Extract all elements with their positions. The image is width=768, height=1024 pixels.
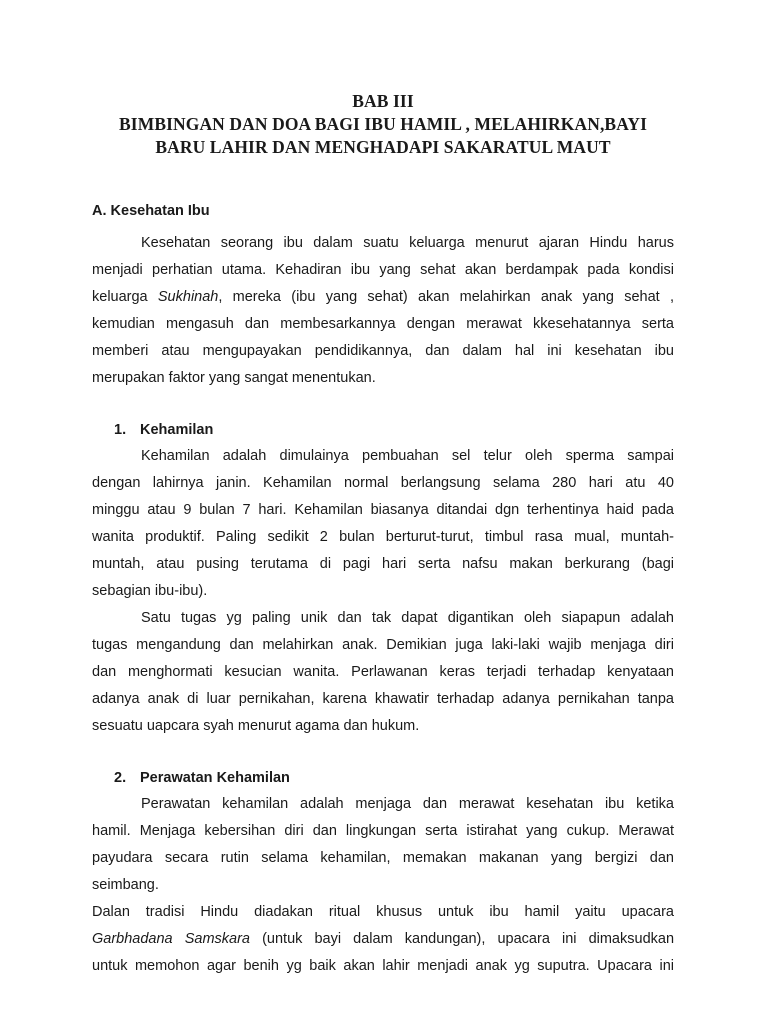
text-fragment: , mereka (ibu yang sehat) akan melahirkan anak yang sehat , [218,289,674,305]
text-line: memberi atau mengupayakan pendidikannya, dan dalam hal ini kesehatan ibu [92,343,674,359]
text-line: tugas mengandung dan melahirkan anak. Demikian juga laki-laki wajib menjaga diri [92,637,674,653]
list-number: 1. [114,422,127,438]
paragraph-kehamilan-2 [92,605,674,740]
text-line: sebagian ibu-ibu). [92,583,208,599]
text-fragment: keluarga [92,289,158,305]
italic-term: Garbhadana Samskara [92,931,250,947]
text-line: merupakan faktor yang sangat menentukan. [92,370,376,386]
document-page [92,90,674,980]
text-line: seimbang. [92,877,159,893]
text-line [92,284,674,311]
subheading-kehamilan [92,420,674,440]
subheading-perawatan-kehamilan [92,768,674,788]
text-line: Kesehatan seorang ibu dalam suatu keluarga menurut ajaran Hindu harus [141,235,674,251]
text-line [92,926,674,953]
text-line: kemudian mengasuh dan membesarkannya dengan merawat kkesehatannya serta [92,316,674,332]
text-line: untuk memohon agar benih yg baik akan lahir menjadi anak yg suputra. Upacara ini [92,958,674,974]
text-line: wanita produktif. Paling sedikit 2 bulan berturut-turut, timbul rasa mual, muntah- [92,529,674,545]
text-line: adanya anak di luar pernikahan, karena khawatir terhadap adanya pernikahan tanpa [92,691,674,707]
paragraph-perawatan-1 [92,791,674,899]
text-line: Kehamilan adalah dimulainya pembuahan sel telur oleh sperma sampai [141,448,674,464]
italic-term: Sukhinah [157,289,219,305]
paragraph-kehamilan-1 [92,443,674,605]
section-heading-kesehatan-ibu: A. Kesehatan Ibu [92,203,210,219]
paragraph-kesehatan-ibu [92,230,674,392]
text-line: muntah, atau pusing terutama di pagi hari serta nafsu makan berkurang (bagi [92,556,674,572]
text-line: dan menghormati kesucian wanita. Perlawanan keras terjadi terhadap kenyataan [92,664,674,680]
subheading-label: Kehamilan [140,422,214,438]
list-number: 2. [114,770,127,786]
text-line: minggu atau 9 bulan 7 hari. Kehamilan biasanya ditandai dgn terhentinya haid pada [92,502,674,518]
chapter-title-line-1: BIMBINGAN DAN DOA BAGI IBU HAMIL , MELAHIRKAN,BAYI [119,114,647,134]
text-line: menjadi perhatian utama. Kehadiran ibu yang sehat akan berdampak pada kondisi [92,262,674,278]
chapter-number: BAB III [352,91,414,111]
subheading-label: Perawatan Kehamilan [140,770,290,786]
text-fragment: (untuk bayi dalam kandungan), upacara ini dimaksudkan [250,931,675,947]
chapter-title-line-2: BARU LAHIR DAN MENGHADAPI SAKARATUL MAUT [155,137,611,157]
text-line: Perawatan kehamilan adalah menjaga dan merawat kesehatan ibu ketika [141,796,674,812]
text-line: payudara secara rutin selama kehamilan, memakan makanan yang bergizi dan [92,850,674,866]
text-line: hamil. Menjaga kebersihan diri dan lingkungan serta istirahat yang cukup. Merawat [92,823,674,839]
chapter-title [92,90,674,159]
text-line: sesuatu uapcara syah menurut agama dan hukum. [92,718,420,734]
text-line: dengan lahirnya janin. Kehamilan normal berlangsung selama 280 hari atu 40 [92,475,674,491]
text-line: Dalan tradisi Hindu diadakan ritual khusus untuk ibu hamil yaitu upacara [92,904,674,920]
paragraph-perawatan-2 [92,899,674,980]
text-line: Satu tugas yg paling unik dan tak dapat digantikan oleh siapapun adalah [141,610,674,626]
